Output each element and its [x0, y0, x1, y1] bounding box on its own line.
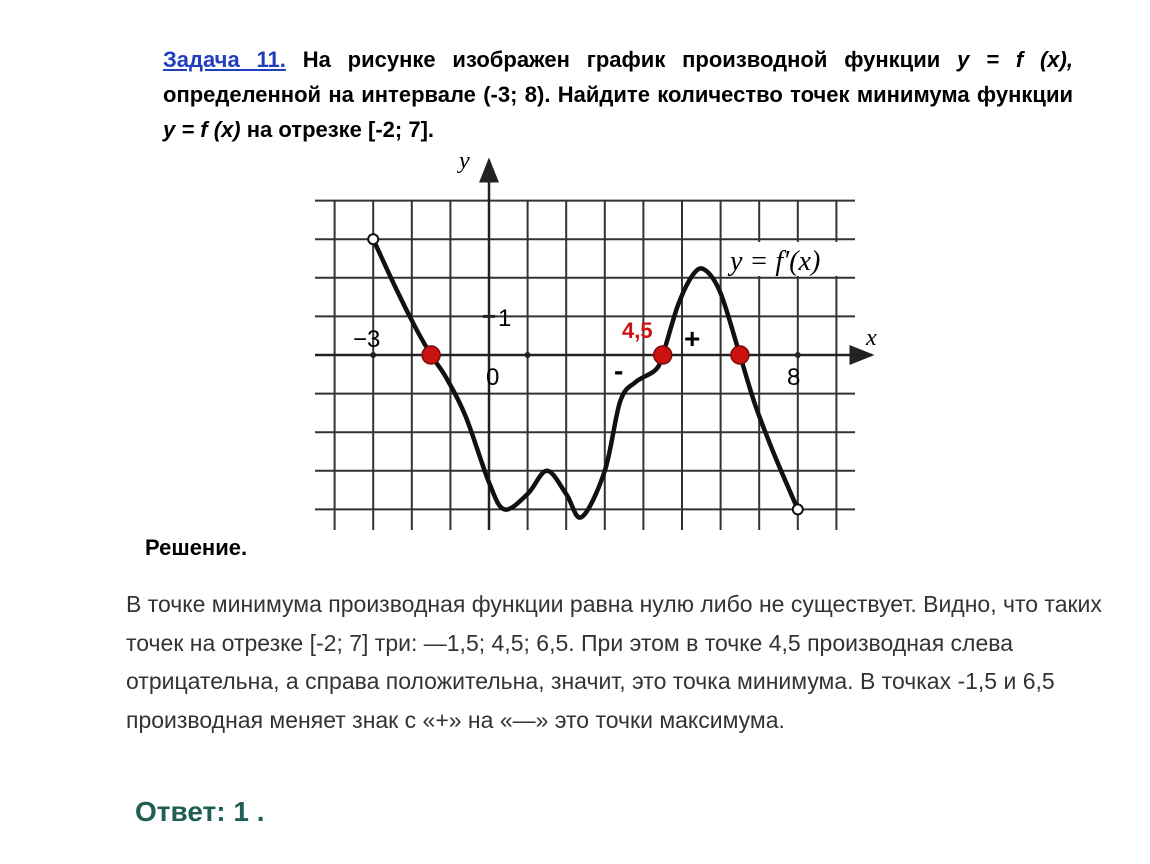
solution-heading: Решение.	[145, 535, 248, 560]
problem-text-part2: определенной на интервале (-3; 8). Найдите количество точек минимума функции	[163, 82, 1073, 107]
problem-formula-y-eq-f: y = f	[957, 47, 1024, 72]
zero-marker	[654, 346, 672, 364]
tick-label-8: 8	[787, 364, 801, 391]
axis-tick	[795, 352, 801, 358]
problem-text-part3: на отрезке [-2; 7].	[246, 117, 435, 142]
sign-minus: -	[614, 355, 624, 386]
zero-marker	[422, 346, 440, 364]
problem-formula-x: (x),	[1039, 47, 1073, 72]
zero-marker	[731, 346, 749, 364]
derivative-curve	[373, 239, 801, 517]
tick-label-minus3: −3	[353, 326, 381, 353]
y-axis-label: y	[459, 148, 470, 174]
open-endpoint	[368, 234, 378, 244]
solution-text: В точке минимума производная функции равна нулю либо не существует. Видно, что таких точек на отрезке [-2; 7] три: —1,5; 4,5; 6,5. При этом в точке 4,5 производная слева отрицательна, а справа положительна, значит, это точка минимума. В точках -1,5 и 6,5 производная меняет знак с «+» на «—» это точки максимума.	[126, 591, 1102, 733]
task-label[interactable]: Задача 11.	[163, 47, 286, 72]
answer: Ответ: 1 .	[135, 796, 265, 827]
tick-label-1: 1	[498, 305, 512, 332]
marker-label-4-5: 4,5	[622, 318, 653, 343]
problem-text-part1: На рисунке изображен график производной функции	[302, 47, 941, 72]
problem-formula-y-eq-fx: y = f (x)	[163, 117, 241, 142]
x-axis-label: x	[866, 325, 877, 351]
axis-tick	[525, 352, 531, 358]
tick-label-0: 0	[486, 364, 500, 391]
open-endpoint	[793, 504, 803, 514]
sign-plus: +	[684, 323, 701, 354]
curve-label: y = f′(x)	[730, 246, 821, 277]
